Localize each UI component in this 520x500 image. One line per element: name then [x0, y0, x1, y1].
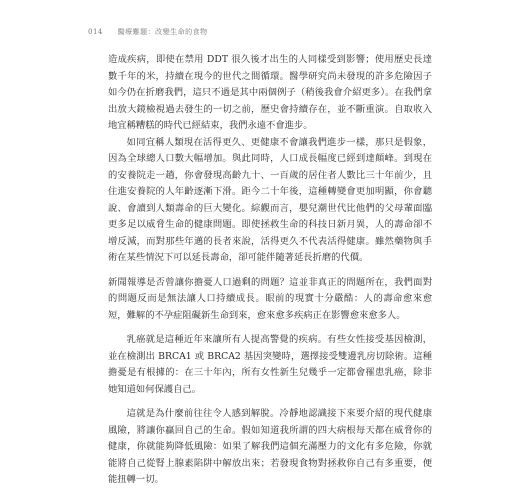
paragraph-3: 新聞報導是否曾讓你擔憂人口過剩的問題？這並非真正的問題所在，我們面對的問題反而是無法讓人口持續成長。眼前的現實十分嚴酷：人的壽命愈來愈短，難解的不孕症阻礙新生命到來，愈來愈多疾病正在影響愈來愈多人。	[108, 276, 432, 321]
page-number: 014	[88, 28, 103, 36]
paragraph-2: 如同宜稱人類現在活得更久、更健康不會讓我們進步一樣，那只是假象，因為全球總人口數大幅增加。與此同時，人口成長幅度已經到達顛峰。到現在的安養院走一趟，你會發現高齡九十、一百歲的居住者人數比三十年前少，且住進安養院的人年齡逐漸下滑。距今二十年後，這種轉變會更加明顯，你會聽說、會讀到人類壽命的巨大變化。綜觀而言，嬰兒潮世代比他們的父母輩面臨更多足以威脅生命的健康問題。即使拯救生命的科技日新月異，人的壽命卻不增反減，而對那些年邁的長者來說，活得更久不代表活得健康。雖然藥物與手術在某些情況下可以延長壽命，卻可能伴隨著延長折磨的代價。	[108, 136, 432, 263]
paragraph-1: 造成疾病，即使在禁用 DDT 很久後才出生的人同樣受到影響；使用歷史長達數千年的米，持續在現今的世代之間循環。醫學研究尚未發現的許多危險因子如今仍在折磨我們，這只不過是其中兩個例子（稍後我會介紹更多）。在我們拿出放大鏡檢視過去發生的一切之前，歷史會持續存在，並不斷重演。自取收入地宜稱糟糕的時代已經結束，我們永遠不會進步。	[108, 54, 432, 131]
book-title: 醫療難題：改變生命的食物	[117, 28, 208, 36]
paragraph-4: 乳癌就是這種近年來讓所有人提高警覺的疾病。有些女性接受基因檢測，並在檢測出 BRCA1 或 BRCA2 基因突變時，選擇接受雙邊乳房切除術。這種擔憂是有根據的：在三十年內，所有女性新生兒幾乎一定都會罹患乳癌，除非她知道如何保護自己。	[108, 334, 432, 395]
body-text	[108, 52, 432, 489]
paragraph-5: 這就是為什麼前往往令人感到解脫。冷靜地認識接下來要介紹的現代健康風險，將讓你贏回自己的生命。假如知道我所謂的四大病根每天都在威脅你的健康，你就能夠降低風險：如果了解我們這個充滿壓力的文化有多危險，你就能將自己從腎上腺素陷阱中解放出來；若發現食物對拯救你自己有多重要，便能扭轉一切。	[108, 408, 432, 485]
running-header	[88, 27, 208, 37]
